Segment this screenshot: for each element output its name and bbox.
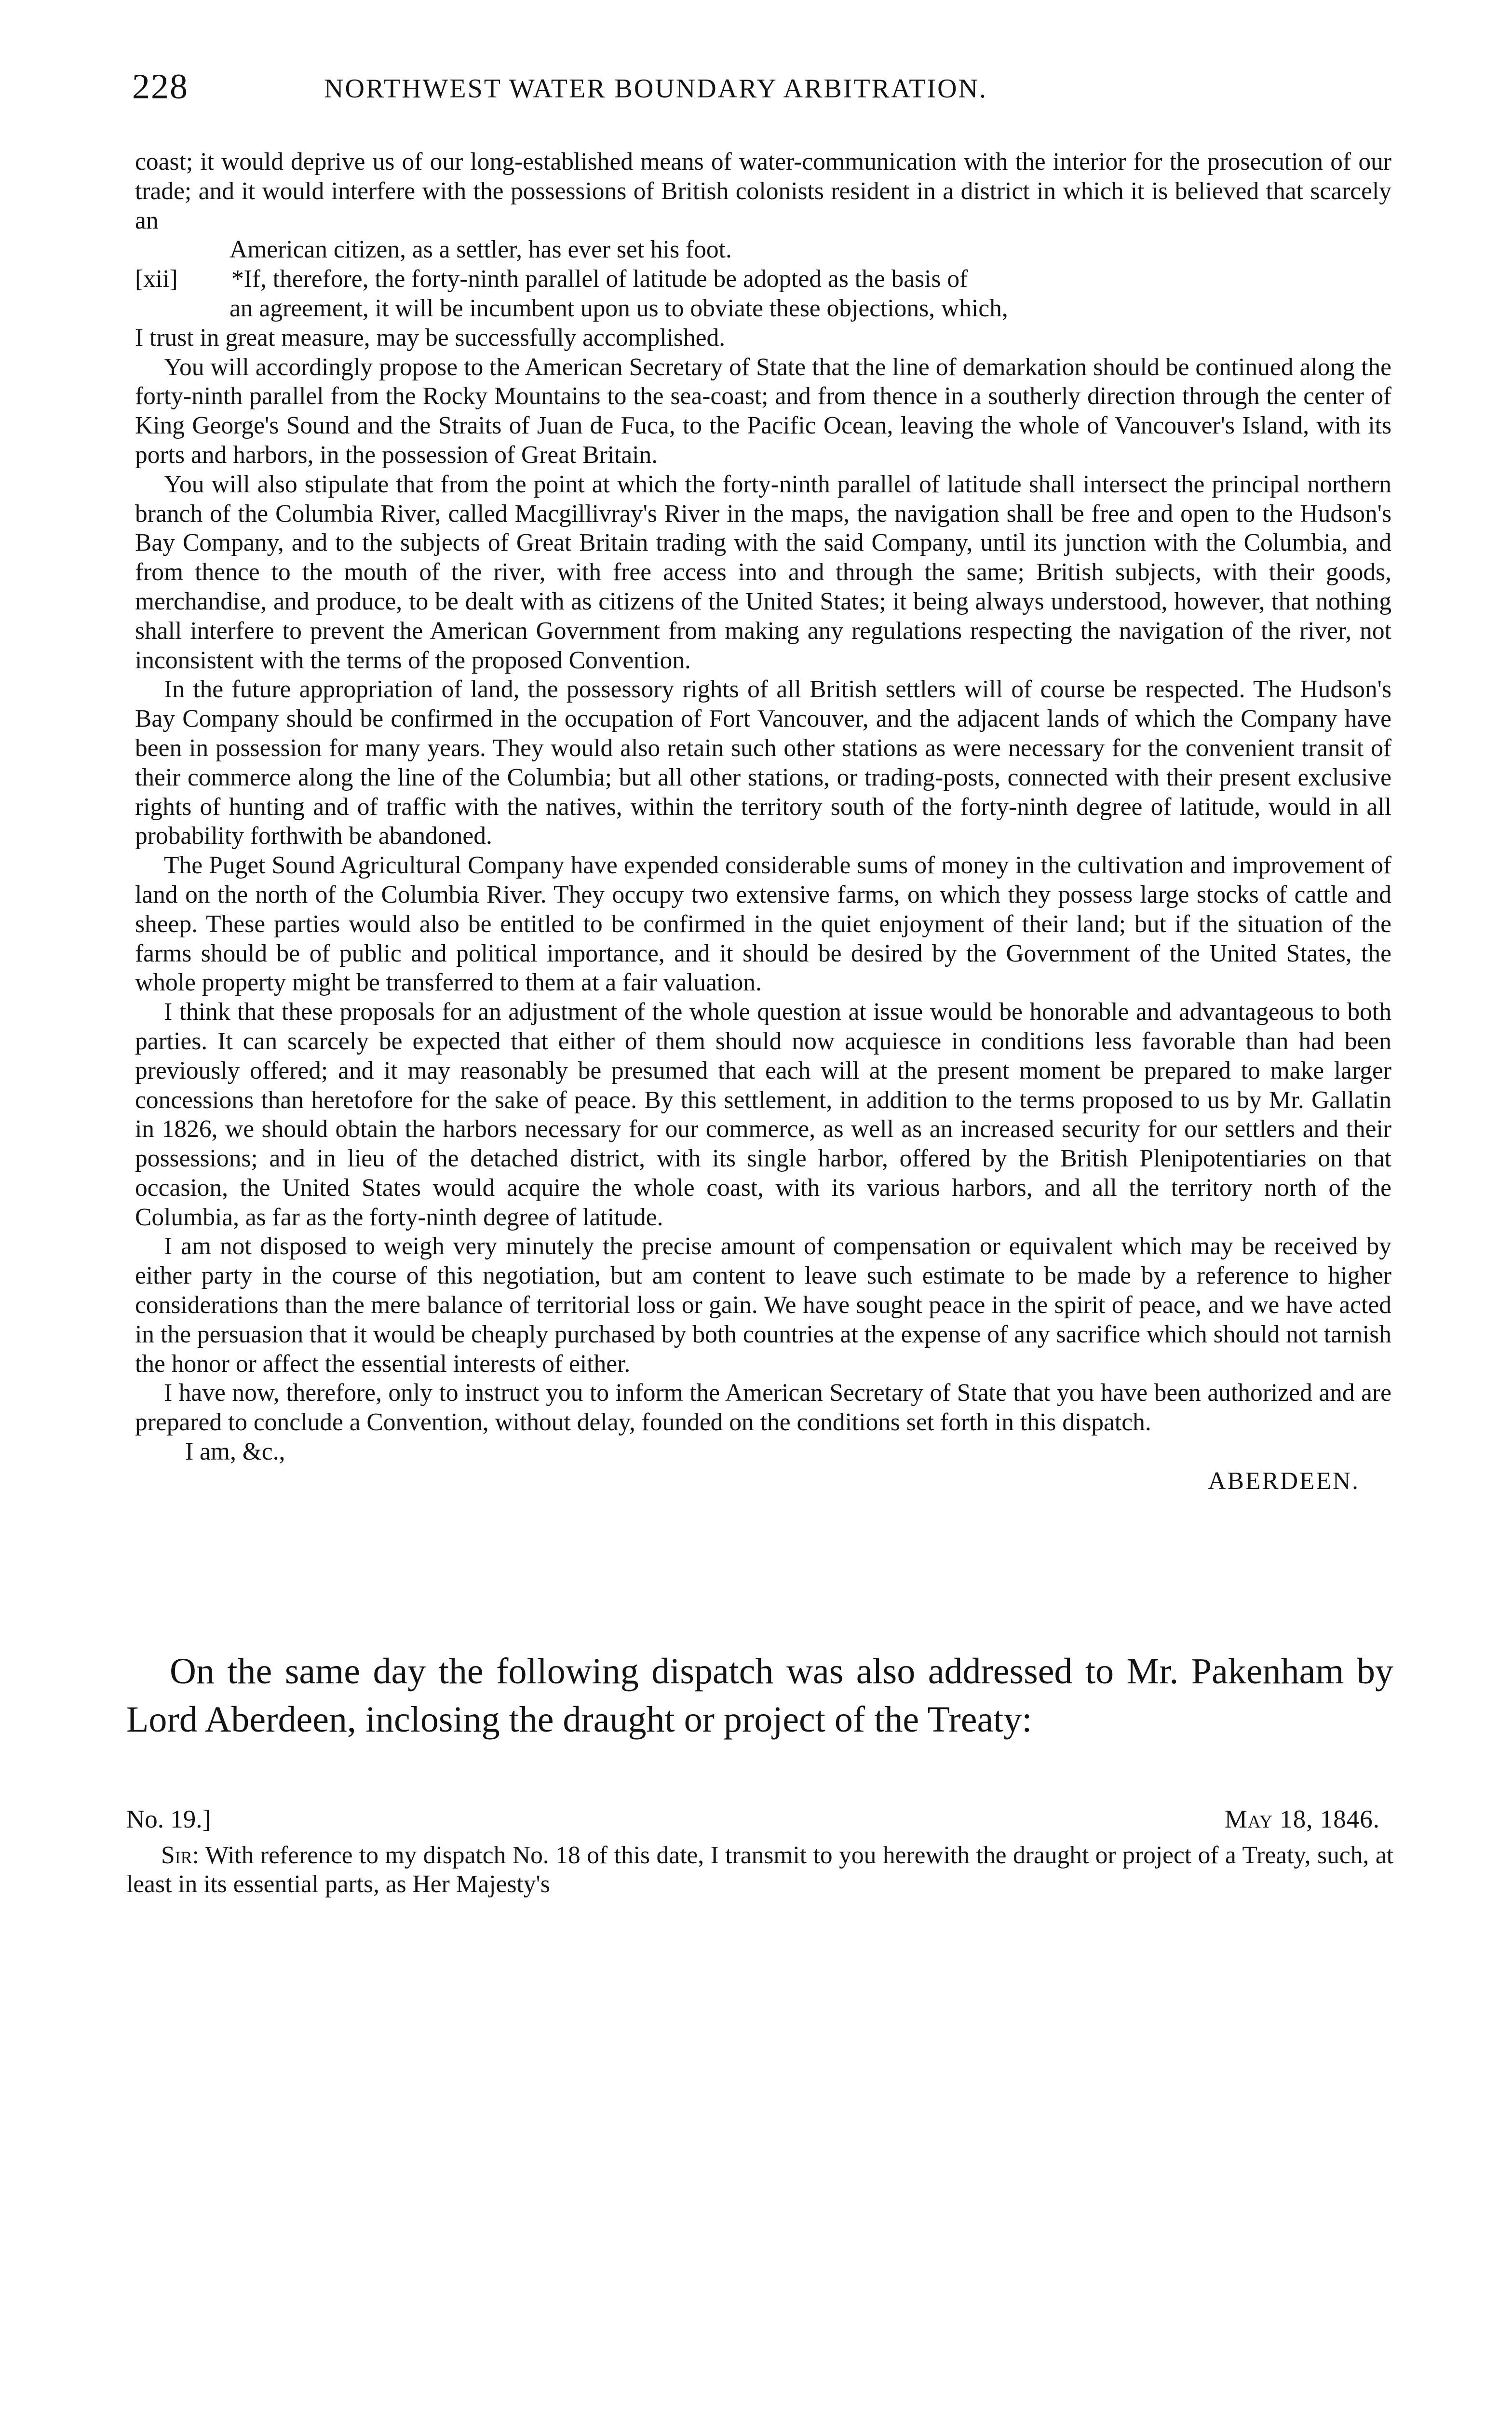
marginal-reference-line <box>135 265 1391 294</box>
running-title: NORTHWEST WATER BOUNDARY ARBITRATION. <box>324 74 987 104</box>
paragraph-hanging-line: an agreement, it will be incumbent upon us to obviate these objections, which, <box>230 294 1008 322</box>
paragraph: I am not disposed to weigh very minutely the precise amount of compensation or equivalent which may be received by either party in the course of this negotiation, but am content to leave such estimate to be made by a reference to higher considerations than the mere balance of territorial loss or gain. We have sought peace in the spirit of peace, and we have acted in the persuasion that it would be cheaply purchased by both countries at the expense of any sacrifice which should not tarnish the honor or affect the essential interests of either. <box>135 1233 1391 1378</box>
paragraph: You will also stipulate that from the point at which the forty-ninth parallel of latitude shall intersect the principal northern branch of the Columbia River, called Macgillivray's River in the maps, the navigation shall be free and open to the Hudson's Bay Company, and to the subjects of Great Britain trading with the said Company, until its junction with the Columbia, and from thence to the mouth of the river, with free access into and through the same; British subjects, with their goods, merchandise, and produce, to be dealt with as citizens of the United States; it being always understood, however, that nothing shall interfere to prevent the American Government from making any regulations respecting the navigation of the river, not inconsistent with the terms of the proposed Convention. <box>135 470 1391 674</box>
closing-line: I am, &c., <box>185 1438 285 1466</box>
dispatch-number: No. 19.] <box>126 1805 211 1833</box>
paragraph: You will accordingly propose to the American Secretary of State that the line of demarkation should be continued along the forty-ninth parallel from the Rocky Mountains to the sea-coast; and from thence in a southerly direction through the center of King George's Sound and the Straits of Juan de Fuca, to the Pacific Ocean, leaving the whole of Vancouver's Island, with its ports and harbors, in the possession of Great Britain. <box>135 353 1391 469</box>
paragraph: The Puget Sound Agricultural Company have expended considerable sums of money in the cultivation and improvement of land on the north of the Columbia River. They occupy two extensive farms, on which they possess large stocks of cattle and sheep. These parties would also be entitled to be confirmed in the quiet enjoyment of their land; but if the situation of the farms should be of public and political importance, and it should be desired by the Government of the United States, the whole property might be transferred to them at a fair valuation. <box>135 852 1391 997</box>
running-head <box>132 67 1386 115</box>
paragraph: I have now, therefore, only to instruct you to inform the American Secretary of State that you have been authorized and are prepared to conclude a Convention, without delay, founded on the conditions set forth in this dispatch. <box>135 1379 1391 1436</box>
salutation: Sir: <box>161 1842 199 1869</box>
paragraph-hanging-line: American citizen, as a settler, has ever set his foot. <box>230 236 732 264</box>
page-marker: [xii] <box>135 265 178 293</box>
dispatch-opening <box>126 1841 1393 1899</box>
page-number: 228 <box>132 67 189 107</box>
narrative-heading: On the same day the following dispatch was also addressed to Mr. Pakenham by Lord Aberdeen, inclosing the draught or project of the Treaty: <box>126 1651 1393 1740</box>
paragraph: In the future appropriation of land, the possessory rights of all British settlers will of course be respected. The Hudson's Bay Company should be confirmed in the occupation of Fort Vancouver, and the adjacent lands of which the Company have been in possession for many years. They would also retain such other stations as were necessary for the convenient transit of their commerce along the line of the Columbia; but all other stations, or trading-posts, connected with their present exclusive rights of hunting and of traffic with the natives, within the territory south of the forty-ninth degree of latitude, would in all probability forthwith be abandoned. <box>135 676 1391 850</box>
dispatch-date: May 18, 1846. <box>1224 1805 1380 1833</box>
paragraph-continued: I trust in great measure, may be successfully accomplished. <box>135 324 726 352</box>
dispatch-body <box>135 148 1391 1496</box>
xii-text: *If, therefore, the forty-ninth parallel of latitude be adopted as the basis of <box>231 265 968 293</box>
paragraph: I think that these proposals for an adjustment of the whole question at issue would be honorable and advantageous to both parties. It can scarcely be expected that either of them should now acquiesce in conditions less favorable than had been previously offered; and it may reasonably be presumed that each will at the present moment be prepared to make larger concessions than heretofore for the sake of peace. By this settlement, in addition to the terms proposed to us by Mr. Gallatin in 1826, we should obtain the harbors necessary for our commerce, as well as an increased security for our settlers and their possessions; and in lieu of the detached district, with its single harbor, offered by the British Plenipotentiaries on that occasion, the United States would acquire the whole coast, with its various harbors, and all the territory north of the Columbia, as far as the forty-ninth degree of latitude. <box>135 998 1391 1231</box>
dispatch-text: With reference to my dispatch No. 18 of this date, I transmit to you herewith the draught or project of a Treaty, such, at least in its essential parts, as Her Majesty's <box>126 1842 1393 1898</box>
signature: ABERDEEN. <box>1208 1467 1360 1495</box>
paragraph-continued: coast; it would deprive us of our long-established means of water-communication with the interior for the prosecution of our trade; and it would interfere with the possessions of British colonists resident in a district in which it is believed that scarcely an <box>135 148 1391 234</box>
